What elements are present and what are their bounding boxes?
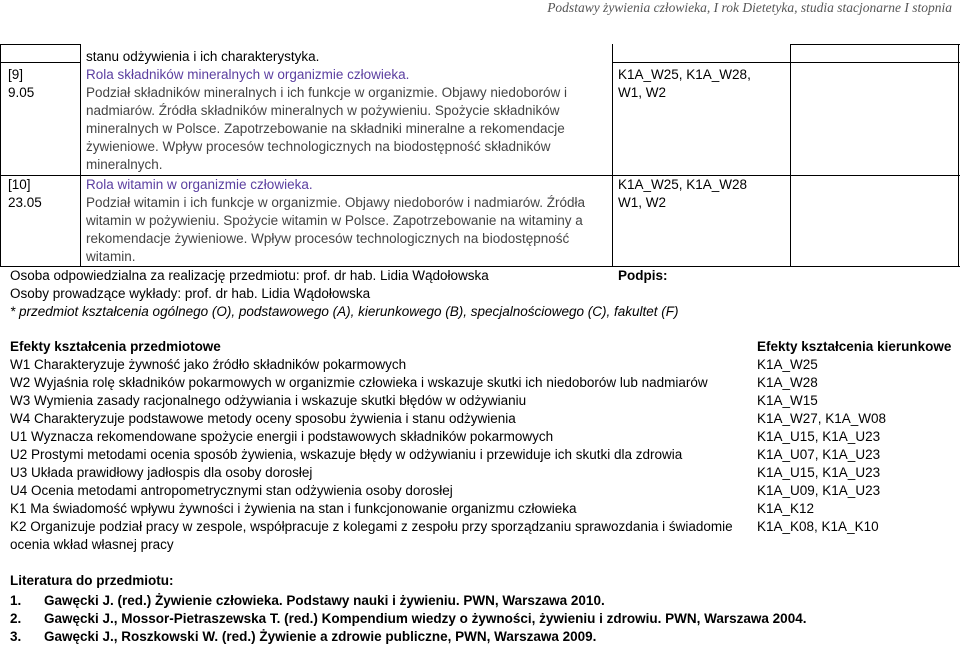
description-line: nadmiarów. Źródła składników mineralnych w pożywieniu. Spożycie składników (86, 103, 560, 118)
lecturers: Osoby prowadzące wykłady: prof. dr hab. Lidia Wądołowska (10, 286, 371, 301)
literature-heading: Literatura do przedmiotu: (10, 573, 174, 588)
lecture-description (86, 84, 604, 174)
literature-item (10, 610, 806, 628)
lecture-number: [9] (8, 67, 24, 82)
description-line: Podział składników mineralnych i ich funkcje w organizmie. Objawy niedoborów i (86, 85, 567, 100)
description-line: mineralnych. (86, 157, 163, 172)
literature-text: Gawęcki J., Mossor-Pietraszewska T. (red.) Kompendium wiedzy o żywności, żywieniu i zdrowiu. PWN, Warszawa 2004. (44, 611, 807, 626)
description-line: Podział witamin i ich funkcje w organizmie. Objawy niedoborów i nadmiarów. Źródła (86, 195, 585, 210)
table-divider (0, 62, 80, 63)
effects-line: K1A_W25, K1A_W28 (618, 177, 748, 192)
table-divider (958, 44, 959, 266)
footnote: * przedmiot kształcenia ogólnego (O), podstawowego (A), kierunkowego (B), specjalnościowego (C), fakultet (F) (10, 304, 679, 319)
table-divider (0, 44, 1, 266)
top-text: stanu odżywienia i ich charakterystyka. (86, 49, 320, 64)
table-divider (612, 44, 613, 266)
effect-item: K2 Organizuje podział pracy w zespole, współpracuje z kolegami z zespołu przy sporządzaniu sprawozdania i świadomie (10, 519, 733, 534)
effect-item: K1 Ma świadomość wpływu żywności i żywienia na stan i funkcjonowanie organizmu człowieka (10, 501, 577, 516)
description-line: witamin w pożywieniu. Spożycie witamin w Polsce. Zapotrzebowanie na witaminy a (86, 213, 583, 228)
effect-code: K1A_W25 (757, 357, 818, 372)
effect-item: W4 Charakteryzuje podstawowe metody oceny sposobu żywienia i stanu odżywienia (10, 411, 516, 426)
document-header: Podstawy żywienia człowieka, I rok Dietetyka, studia stacjonarne I stopnia (547, 0, 952, 15)
effect-item: W3 Wymienia zasady racjonalnego odżywiania i wskazuje skutki błędów w odżywianiu (10, 393, 527, 408)
effects-line: K1A_W25, K1A_W28, (618, 67, 751, 82)
effect-item: U3 Układa prawidłowy jadłospis dla osoby dorosłej (10, 465, 313, 480)
literature-item (10, 592, 806, 610)
lecture-date: 23.05 (8, 195, 42, 210)
effect-code: K1A_K08, K1A_K10 (757, 519, 879, 534)
signature-label: Podpis: (618, 268, 668, 283)
table-divider (80, 44, 81, 266)
effects-heading-right: Efekty kształcenia kierunkowe (757, 339, 952, 354)
course-table (0, 44, 960, 304)
effect-item: W2 Wyjaśnia rolę składników pokarmowych w organizmie człowieka i wskazuje skutki ich niedoborów lub nadmiarów (10, 375, 708, 390)
effect-item: U2 Prostymi metodami ocenia sposób żywienia, wskazuje błędy w odżywianiu i przewiduje ich skutki dla zdrowia (10, 447, 683, 462)
effect-code: K1A_U15, K1A_U23 (757, 465, 881, 480)
effect-code: K1A_U07, K1A_U23 (757, 447, 881, 462)
table-divider (790, 44, 791, 266)
table-divider (612, 62, 960, 63)
effect-code: K1A_U15, K1A_U23 (757, 429, 881, 444)
effect-item: W1 Charakteryzuje żywność jako źródło składników pokarmowych (10, 357, 407, 372)
literature-number: 2. (10, 611, 22, 626)
description-line: żywieniowe. Wpływ procesów technologicznych na biodostępność składników (86, 139, 551, 154)
effect-code: K1A_K12 (757, 501, 815, 516)
literature-item (10, 628, 806, 646)
lecture-title: Rola składników mineralnych w organizmie człowieka. (86, 67, 410, 82)
effect-code: K1A_W28 (757, 375, 818, 390)
literature-text: Gawęcki J. (red.) Żywienie człowieka. Podstawy nauki i żywieniu. PWN, Warszawa 2010. (44, 593, 605, 608)
table-divider (0, 44, 80, 45)
effects-codes-list (757, 356, 957, 536)
lecture-description (86, 194, 604, 266)
lecture-number: [10] (8, 177, 31, 192)
effects-line: W1, W2 (618, 195, 667, 210)
description-line: rekomendacje żywieniowe. Wpływ procesów technologicznych na biodostępność (86, 231, 570, 246)
effects-list (10, 356, 750, 554)
literature-number: 3. (10, 629, 22, 644)
table-divider (790, 44, 960, 45)
description-line: mineralnych w Polsce. Zapotrzebowanie na składniki mineralne a rekomendacje (86, 121, 565, 136)
effect-code: K1A_U09, K1A_U23 (757, 483, 881, 498)
effect-item-continuation: ocenia wkład własnej pracy (10, 537, 174, 552)
effects-codes (618, 176, 747, 212)
effect-code: K1A_W27, K1A_W08 (757, 411, 887, 426)
effect-item: U4 Ocenia metodami antropometrycznymi stan odżywienia osoby dorosłej (10, 483, 453, 498)
effects-codes (618, 66, 751, 102)
lecture-title: Rola witamin w organizmie człowieka. (86, 177, 313, 192)
description-line: witamin. (86, 249, 136, 264)
literature-number: 1. (10, 593, 22, 608)
literature-list (10, 592, 806, 646)
effect-item: U1 Wyznacza rekomendowane spożycie energii i podstawowych składników pokarmowych (10, 429, 554, 444)
responsible-person: Osoba odpowiedzialna za realizację przedmiotu: prof. dr hab. Lidia Wądołowska (10, 268, 489, 283)
effects-line: W1, W2 (618, 85, 667, 100)
lecture-date: 9.05 (8, 85, 35, 100)
effects-heading: Efekty kształcenia przedmiotowe (10, 339, 221, 354)
literature-text: Gawęcki J., Roszkowski W. (red.) Żywienie a zdrowie publiczne, PWN, Warszawa 2009. (44, 629, 597, 644)
effect-code: K1A_W15 (757, 393, 818, 408)
